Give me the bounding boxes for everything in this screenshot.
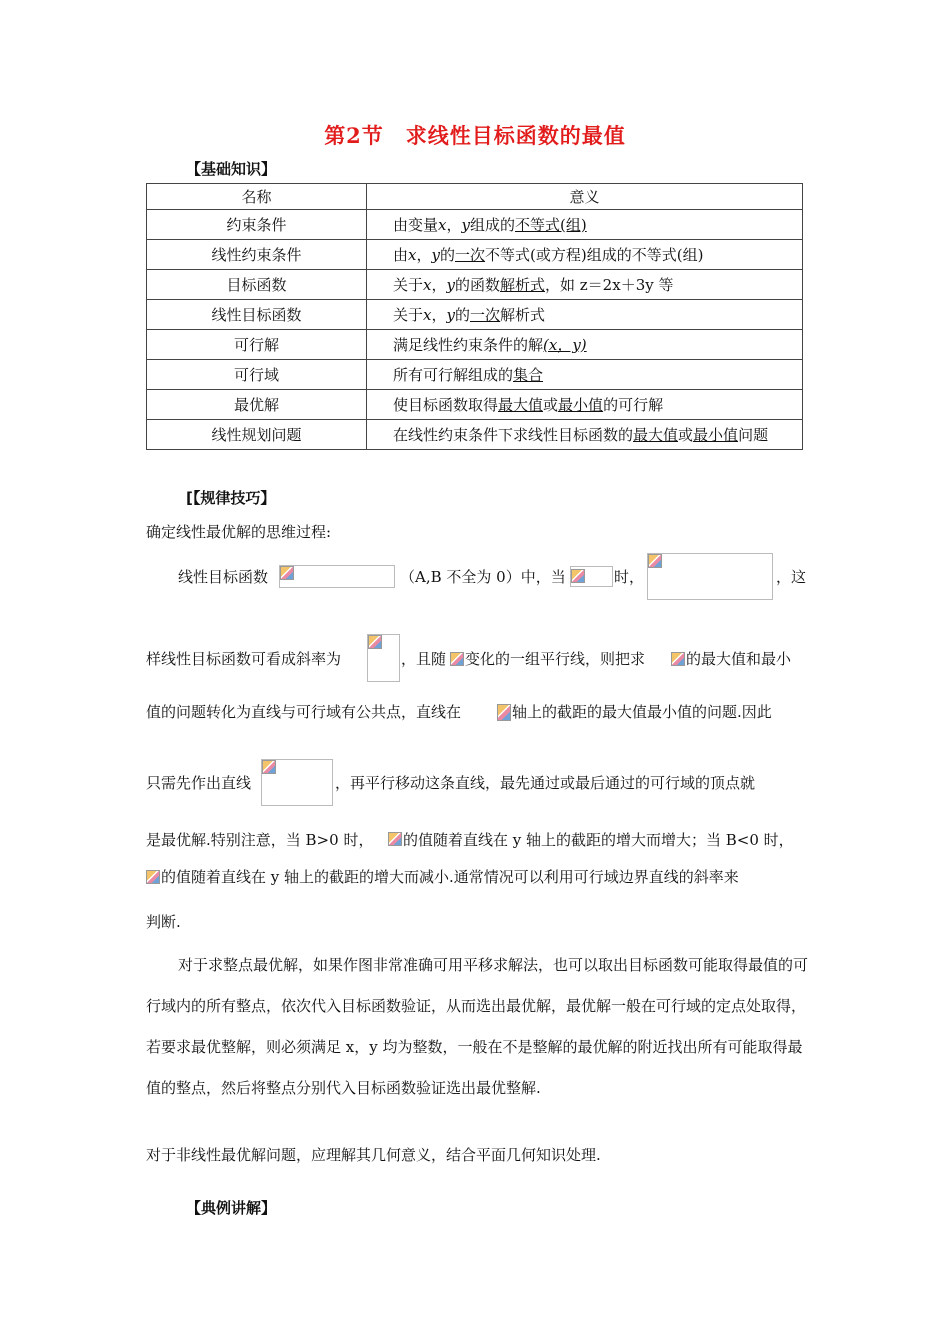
definitions-table xyxy=(146,183,803,450)
paragraph-integer-solutions: 对于求整点最优解，如果作图非常准确可用平移求解法，也可以取出目标函数可能取得最值的可行域内的所有整点，依次代入目标函数验证，从而选出最优解，最优解一般在可行域的定点处取得，若要求最优整解，则必须满足 x，y 均为整数，一般在不是整解的最优解的附近找出所有可能取得最值的整点，然后将整点分别代入目标函数验证选出最优整解. xyxy=(146,956,809,1097)
section-heading-basics: 【基础知识】 xyxy=(186,160,277,178)
table-row xyxy=(147,240,803,270)
broken-image-icon xyxy=(280,566,294,580)
row-name: 可行域 xyxy=(147,360,367,390)
row-meaning: 所有可行解组成的集合 xyxy=(367,360,803,390)
broken-image-icon xyxy=(571,569,585,583)
row-name: 目标函数 xyxy=(147,270,367,300)
row-meaning: 关于x，y的一次解析式 xyxy=(367,300,803,330)
row-name: 最优解 xyxy=(147,390,367,420)
table-row xyxy=(147,360,803,390)
text-line-6: 的值随着直线在 y 轴上的截距的增大而减小.通常情况可以利用可行域边界直线的斜率来 xyxy=(161,868,739,886)
row-meaning: 在线性约束条件下求线性目标函数的最大值或最小值问题 xyxy=(367,420,803,450)
text-line-5b: 的值随着直线在 y 轴上的截距的增大而增大；当 B<0 时， xyxy=(403,831,794,849)
paragraph-nonlinear: 对于非线性最优解问题，应理解其几何意义，结合平面几何知识处理. xyxy=(146,1146,601,1164)
row-name: 可行解 xyxy=(147,330,367,360)
text-line-1a: 线性目标函数 xyxy=(178,568,269,586)
formula-image xyxy=(367,634,400,682)
row-name: 线性规划问题 xyxy=(147,420,367,450)
row-name: 约束条件 xyxy=(147,210,367,240)
row-name: 线性目标函数 xyxy=(147,300,367,330)
table-row xyxy=(147,210,803,240)
text-line-2c: 变化的一组平行线，则把求 xyxy=(465,650,646,668)
row-meaning: 关于x，y的函数解析式，如 z＝2x＋3y 等 xyxy=(367,270,803,300)
formula-image xyxy=(261,759,333,806)
row-meaning: 由x，y的一次不等式(或方程)组成的不等式(组) xyxy=(367,240,803,270)
table-header-row xyxy=(147,184,803,210)
tips-intro: 确定线性最优解的思维过程: xyxy=(146,523,332,541)
header-meaning: 意义 xyxy=(367,184,803,210)
broken-image-icon xyxy=(671,652,685,666)
text-line-4b: ，再平行移动这条直线，最先通过或最后通过的可行域的顶点就 xyxy=(335,774,756,792)
broken-image-icon xyxy=(648,554,662,568)
table-row xyxy=(147,270,803,300)
section-heading-tips: [【规律技巧】 xyxy=(186,489,276,507)
text-line-1c: 时， xyxy=(614,568,645,586)
formula-image xyxy=(570,566,613,587)
row-meaning: 使目标函数取得最大值或最小值的可行解 xyxy=(367,390,803,420)
text-line-2d: 的最大值和最小 xyxy=(686,650,792,668)
broken-image-icon xyxy=(146,870,160,884)
table-row xyxy=(147,330,803,360)
broken-image-icon xyxy=(388,832,402,846)
row-meaning: 由变量x，y组成的不等式(组) xyxy=(367,210,803,240)
broken-image-icon xyxy=(368,635,382,649)
text-line-3b: 轴上的截距的最大值最小值的问题.因此 xyxy=(512,703,772,721)
row-meaning: 满足线性约束条件的解(x，y) xyxy=(367,330,803,360)
formula-image xyxy=(279,565,395,588)
table-row xyxy=(147,420,803,450)
header-name: 名称 xyxy=(147,184,367,210)
text-line-4a: 只需先作出直线 xyxy=(146,774,252,792)
text-line-2a: 样线性目标函数可看成斜率为 xyxy=(146,650,342,668)
row-name: 线性约束条件 xyxy=(147,240,367,270)
text-line-1b: （A,B 不全为 0）中，当 xyxy=(400,568,566,586)
text-line-7: 判断. xyxy=(146,913,181,931)
table-row xyxy=(147,390,803,420)
page-title: 第2节 求线性目标函数的最值 xyxy=(324,123,626,148)
formula-image xyxy=(647,553,773,600)
table-row xyxy=(147,300,803,330)
broken-image-icon xyxy=(262,760,276,774)
section-heading-examples: 【典例讲解】 xyxy=(186,1199,277,1217)
text-line-2b: ，且随 xyxy=(401,650,447,668)
broken-image-icon xyxy=(497,704,511,721)
text-line-5a: 是最优解.特别注意，当 B>0 时， xyxy=(146,831,374,849)
text-line-3a: 值的问题转化为直线与可行域有公共点，直线在 xyxy=(146,703,462,721)
text-line-1d: ，这 xyxy=(776,568,807,586)
broken-image-icon xyxy=(450,652,464,666)
